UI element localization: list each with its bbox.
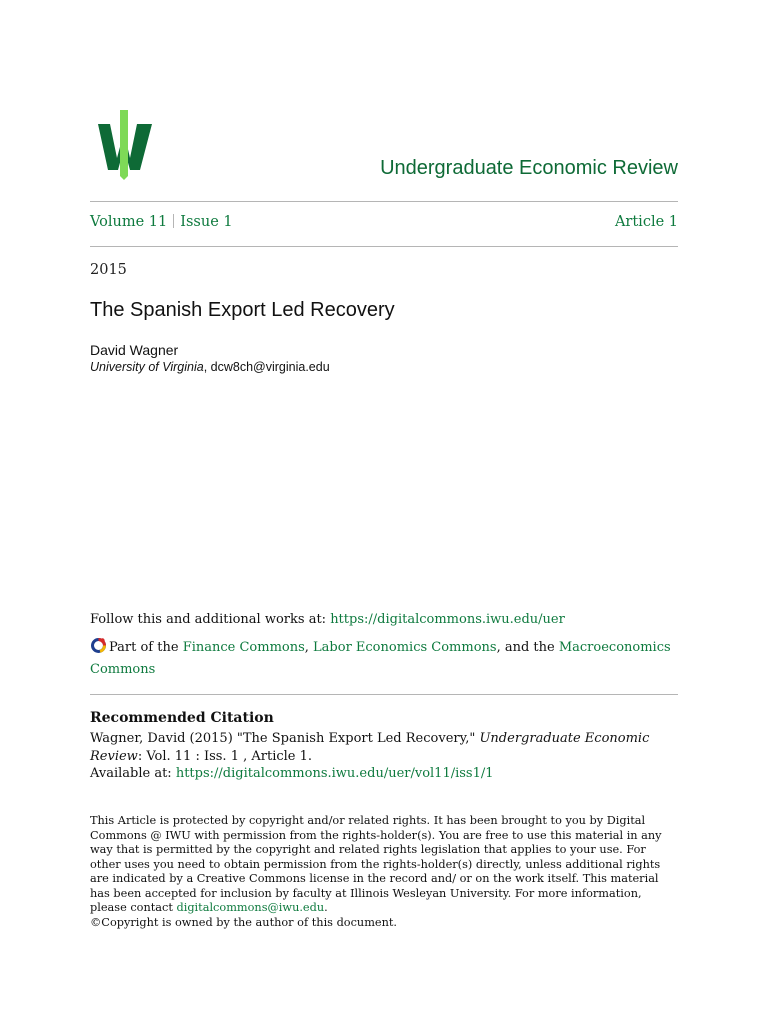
article-url-link[interactable]: https://digitalcommons.iwu.edu/uer/vol11/iss1/1 (175, 766, 494, 781)
follow-url-link[interactable]: https://digitalcommons.iwu.edu/uer (330, 612, 565, 627)
available-prefix: Available at: (90, 766, 176, 781)
author-email: dcw8ch@virginia.edu (210, 360, 330, 374)
citation-text (90, 730, 680, 783)
copyright-line: ©Copyright is owned by the author of this document. (90, 915, 398, 929)
copyright-notice (90, 814, 680, 930)
divider (90, 246, 678, 247)
divider (90, 694, 678, 695)
issue-breadcrumb (90, 214, 233, 230)
breadcrumb-separator (173, 214, 174, 228)
citation-after: : Vol. 11 : Iss. 1 , Article 1. (137, 748, 313, 764)
part-of-line (90, 637, 680, 681)
article-link[interactable]: Article 1 (614, 214, 678, 230)
affiliation-name: University of Virginia (90, 360, 204, 374)
legal-text: This Article is protected by copyright and/or related rights. It has been brought to you by Digital Commons @ IWU with permission from the rights-holder(s). You are free to use this material in any way that is permitted by the copyright and related rights legislation that applies to your use. For other uses you need to obtain permission from the rights-holder(s) directly, unless additional rights are indicated by a Creative Commons license in the record and/ or on the work itself. This material has been accepted for inclusion by faculty at Illinois Wesleyan University. For more information, please contact (90, 814, 662, 914)
w-logo-icon (96, 110, 154, 180)
divider (90, 201, 678, 202)
citation-journal: Undergraduate Economic Review (90, 731, 650, 764)
contact-email-link[interactable]: digitalcommons@iwu.edu (176, 901, 325, 914)
paper-title: The Spanish Export Led Recovery (90, 299, 395, 321)
publication-year: 2015 (90, 262, 127, 278)
volume-link[interactable]: Volume 11 (90, 214, 168, 230)
legal-suffix: . (324, 901, 328, 914)
finance-commons-link[interactable]: Finance Commons (182, 640, 305, 655)
citation-before: Wagner, David (2015) "The Spanish Export Led Recovery," (90, 731, 480, 746)
follow-prefix: Follow this and additional works at: (90, 612, 331, 627)
partof-sep2: , and the (496, 640, 559, 655)
partof-sep1: , (304, 640, 314, 655)
follow-line (90, 612, 565, 627)
partof-prefix: Part of the (109, 640, 183, 655)
iwu-logo[interactable] (96, 110, 154, 180)
journal-title[interactable]: Undergraduate Economic Review (380, 157, 678, 179)
macroeconomics-commons-link[interactable]: Macroeconomics Commons (90, 640, 671, 677)
issue-link[interactable]: Issue 1 (180, 214, 233, 230)
author-name: David Wagner (90, 342, 179, 358)
labor-economics-commons-link[interactable]: Labor Economics Commons (313, 640, 497, 655)
author-affiliation: University of Virginia, dcw8ch@virginia.edu (90, 360, 330, 374)
network-commons-icon (90, 637, 107, 654)
recommended-citation-heading: Recommended Citation (90, 710, 274, 726)
